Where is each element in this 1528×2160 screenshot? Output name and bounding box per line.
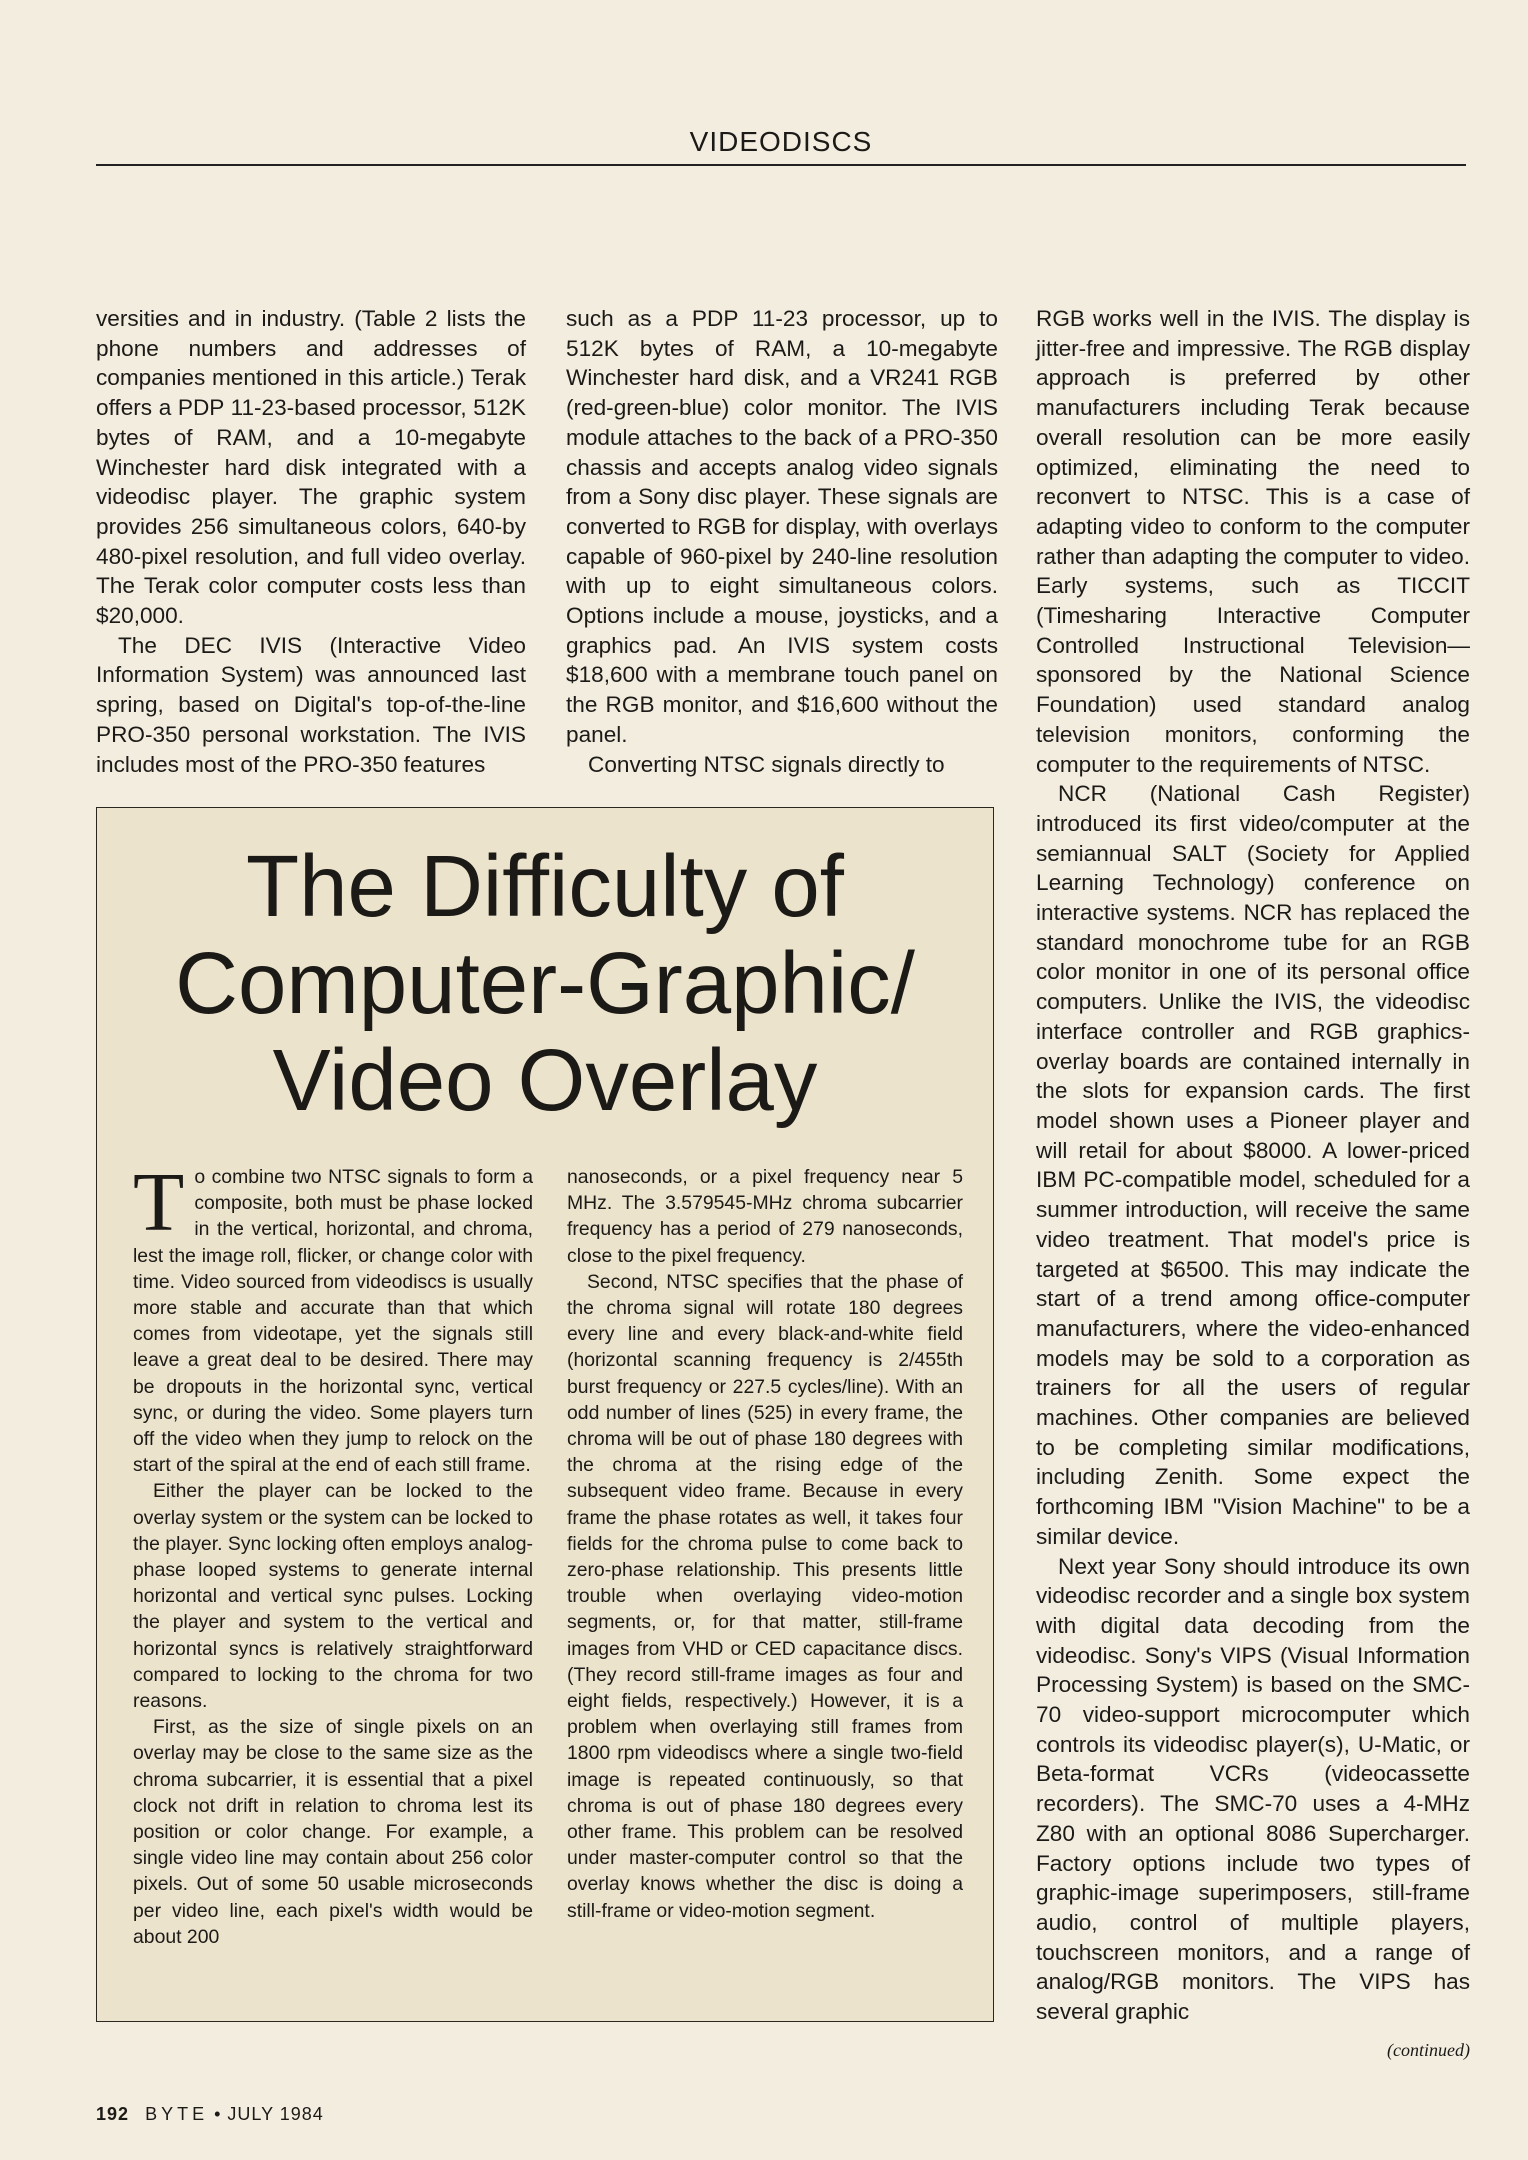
- article-column-3: [1036, 304, 1470, 2027]
- paragraph: The DEC IVIS (Interactive Video Information System) was announced last spring, based on Digital's top-of-the-line PRO-350 personal workstation. The IVIS includes most of the PRO-350 features: [96, 632, 526, 777]
- paragraph: Either the player can be locked to the overlay system or the system can be locked to the player. Sync locking often employs analog-phase looped systems to generate internal horizontal and vertical sync pulses. Locking the player and system to the vertical and horizontal syncs is relatively straightforward compared to locking to the chroma for two reasons.: [133, 1480, 533, 1713]
- footer-separator: •: [214, 2104, 222, 2124]
- sidebar-column-2: [567, 1164, 963, 1924]
- paragraph: nanoseconds, or a pixel frequency near 5 MHz. The 3.579545-MHz chroma subcarrier frequency has a period of 279 nanoseconds, close to the pixel frequency.: [567, 1166, 963, 1267]
- header-rule: [96, 164, 1466, 166]
- paragraph: Next year Sony should introduce its own videodisc recorder and a single box system with digital data decoding from the videodisc. Sony's VIPS (Visual Information Processing System) is based on the SMC-70 video-support microcomputer which controls its videodisc player(s), U-Matic, or Beta-format VCRs (videocassette recorders). The SMC-70 uses a 4-MHz Z80 with an optional 8086 Supercharger. Factory options include two types of graphic-image superimposers, still-frame audio, control of multiple players, touchscreen monitors, and a range of analog/RGB monitors. The VIPS has several graphic: [1036, 1553, 1470, 2025]
- article-column-1: [96, 304, 526, 779]
- sidebar-title-line: The Difficulty of: [246, 838, 844, 935]
- paragraph: First, as the size of single pixels on an overlay may be close to the same size as the chroma subcarrier, it is essential that a pixel clock not drift in relation to chroma lest its position or color change. For example, a single video line may contain about 256 color pixels. Out of some 50 usable microseconds per video line, each pixel's width would be about 200: [133, 1716, 533, 1948]
- page-number: 192: [96, 2104, 130, 2124]
- paragraph: Second, NTSC specifies that the phase of the chroma signal will rotate 180 degrees every line and every black-and-white field (horizontal scanning frequency is 2/455th burst frequency or 227.5 cycles/line). With an odd number of lines (525) in every frame, the chroma will be out of phase 180 degrees with the chroma at the rising edge of the subsequent video frame. Because in every frame the phase rotates as well, it takes four fields for the chroma pulse to come back to zero-phase relationship. This presents little trouble when overlaying video-motion segments, or, for that matter, still-frame images from VHD or CED capacitance discs. (They record still-frame images as four and eight fields, respectively.) However, it is a problem when overlaying still frames from 1800 rpm videodiscs where a single two-field image is repeated continuously, so that chroma is out of phase 180 degrees every other frame. This problem can be resolved under master-computer control so that the overlay knows whether the disc is doing a still-frame or video-motion segment.: [567, 1270, 963, 1922]
- sidebar-title-line: Computer-Graphic/: [175, 935, 915, 1032]
- sidebar-column-1: [133, 1156, 533, 1950]
- paragraph: [133, 1156, 533, 1478]
- article-column-2: [566, 304, 998, 779]
- paragraph: RGB works well in the IVIS. The display is jitter-free and impressive. The RGB display approach is preferred by other manufacturers including Terak because overall resolution can be more easily optimized, eliminating the need to reconvert to NTSC. This is a case of adapting video to conform to the computer rather than adapting the computer to video. Early systems, such as TICCIT (Timesharing Interactive Computer Controlled Instructional Television—sponsored by the National Science Foundation) used standard analog television monitors, conforming the computer to the requirements of NTSC.: [1036, 306, 1470, 777]
- page-footer: [96, 2104, 324, 2125]
- issue-date: JULY 1984: [227, 2104, 324, 2124]
- drop-cap: T: [133, 1156, 185, 1249]
- paragraph: such as a PDP 11-23 processor, up to 512K bytes of RAM, a 10-megabyte Winchester hard disk, and a VR241 RGB (red-green-blue) color monitor. The IVIS module attaches to the back of a PRO-350 chassis and accepts analog video signals from a Sony disc player. These signals are converted to RGB for display, with overlays capable of 960-pixel by 240-line resolution with up to eight simultaneous colors. Options include a mouse, joysticks, and a graphics pad. An IVIS system costs $18,600 with a membrane touch panel on the RGB monitor, and $16,600 without the panel.: [566, 306, 998, 747]
- paragraph: NCR (National Cash Register) introduced its first video/computer at the semiannual SALT (Society for Applied Learning Technology) conference on interactive systems. NCR has replaced the standard monochrome tube for an RGB color monitor in one of its personal office computers. Unlike the IVIS, the videodisc interface controller and RGB graphics-overlay boards are contained internally in the slots for expansion cards. The first model shown uses a Pioneer player and will retail for about $8000. A lower-priced IBM PC-compatible model, scheduled for a summer introduction, will receive the same video treatment. That model's price is targeted at $6500. This may indicate the start of a trend among office-computer manufacturers, where the video-enhanced models may be sold to a corporation as trainers for all the users of regular machines. Other companies are believed to be completing similar modifications, including Zenith. Some expect the forthcoming IBM "Vision Machine" to be a similar device.: [1036, 781, 1470, 1549]
- paragraph-text: o combine two NTSC signals to form a composite, both must be phase locked in the vertical, horizontal, and chroma, lest the image roll, flicker, or change color with time. Video sourced from videodiscs is usually more stable and accurate than that which comes from videotape, yet the signals still leave a great deal to be desired. There may be dropouts in the horizontal sync, vertical sync, or during the video. Some players turn off the video when they jump to relock on the start of the spiral at the end of each still frame.: [133, 1166, 533, 1477]
- section-header: VIDEODISCS: [689, 126, 873, 157]
- sidebar-title-line: Video Overlay: [272, 1032, 818, 1129]
- sidebar-title: [97, 838, 993, 1129]
- paragraph: Converting NTSC signals directly to: [588, 751, 945, 777]
- magazine-name: BYTE: [145, 2104, 209, 2124]
- continued-note: (continued): [1387, 2040, 1470, 2060]
- sidebar-box: [96, 807, 994, 2022]
- paragraph: versities and in industry. (Table 2 lists the phone numbers and addresses of companies mentioned in this article.) Terak offers a PDP 11-23-based processor, 512K bytes of RAM, and a 10-megabyte Winchester hard disk integrated with a videodisc player. The graphic system provides 256 simultaneous colors, 640-by 480-pixel resolution, and full video overlay. The Terak color computer costs less than $20,000.: [96, 306, 526, 629]
